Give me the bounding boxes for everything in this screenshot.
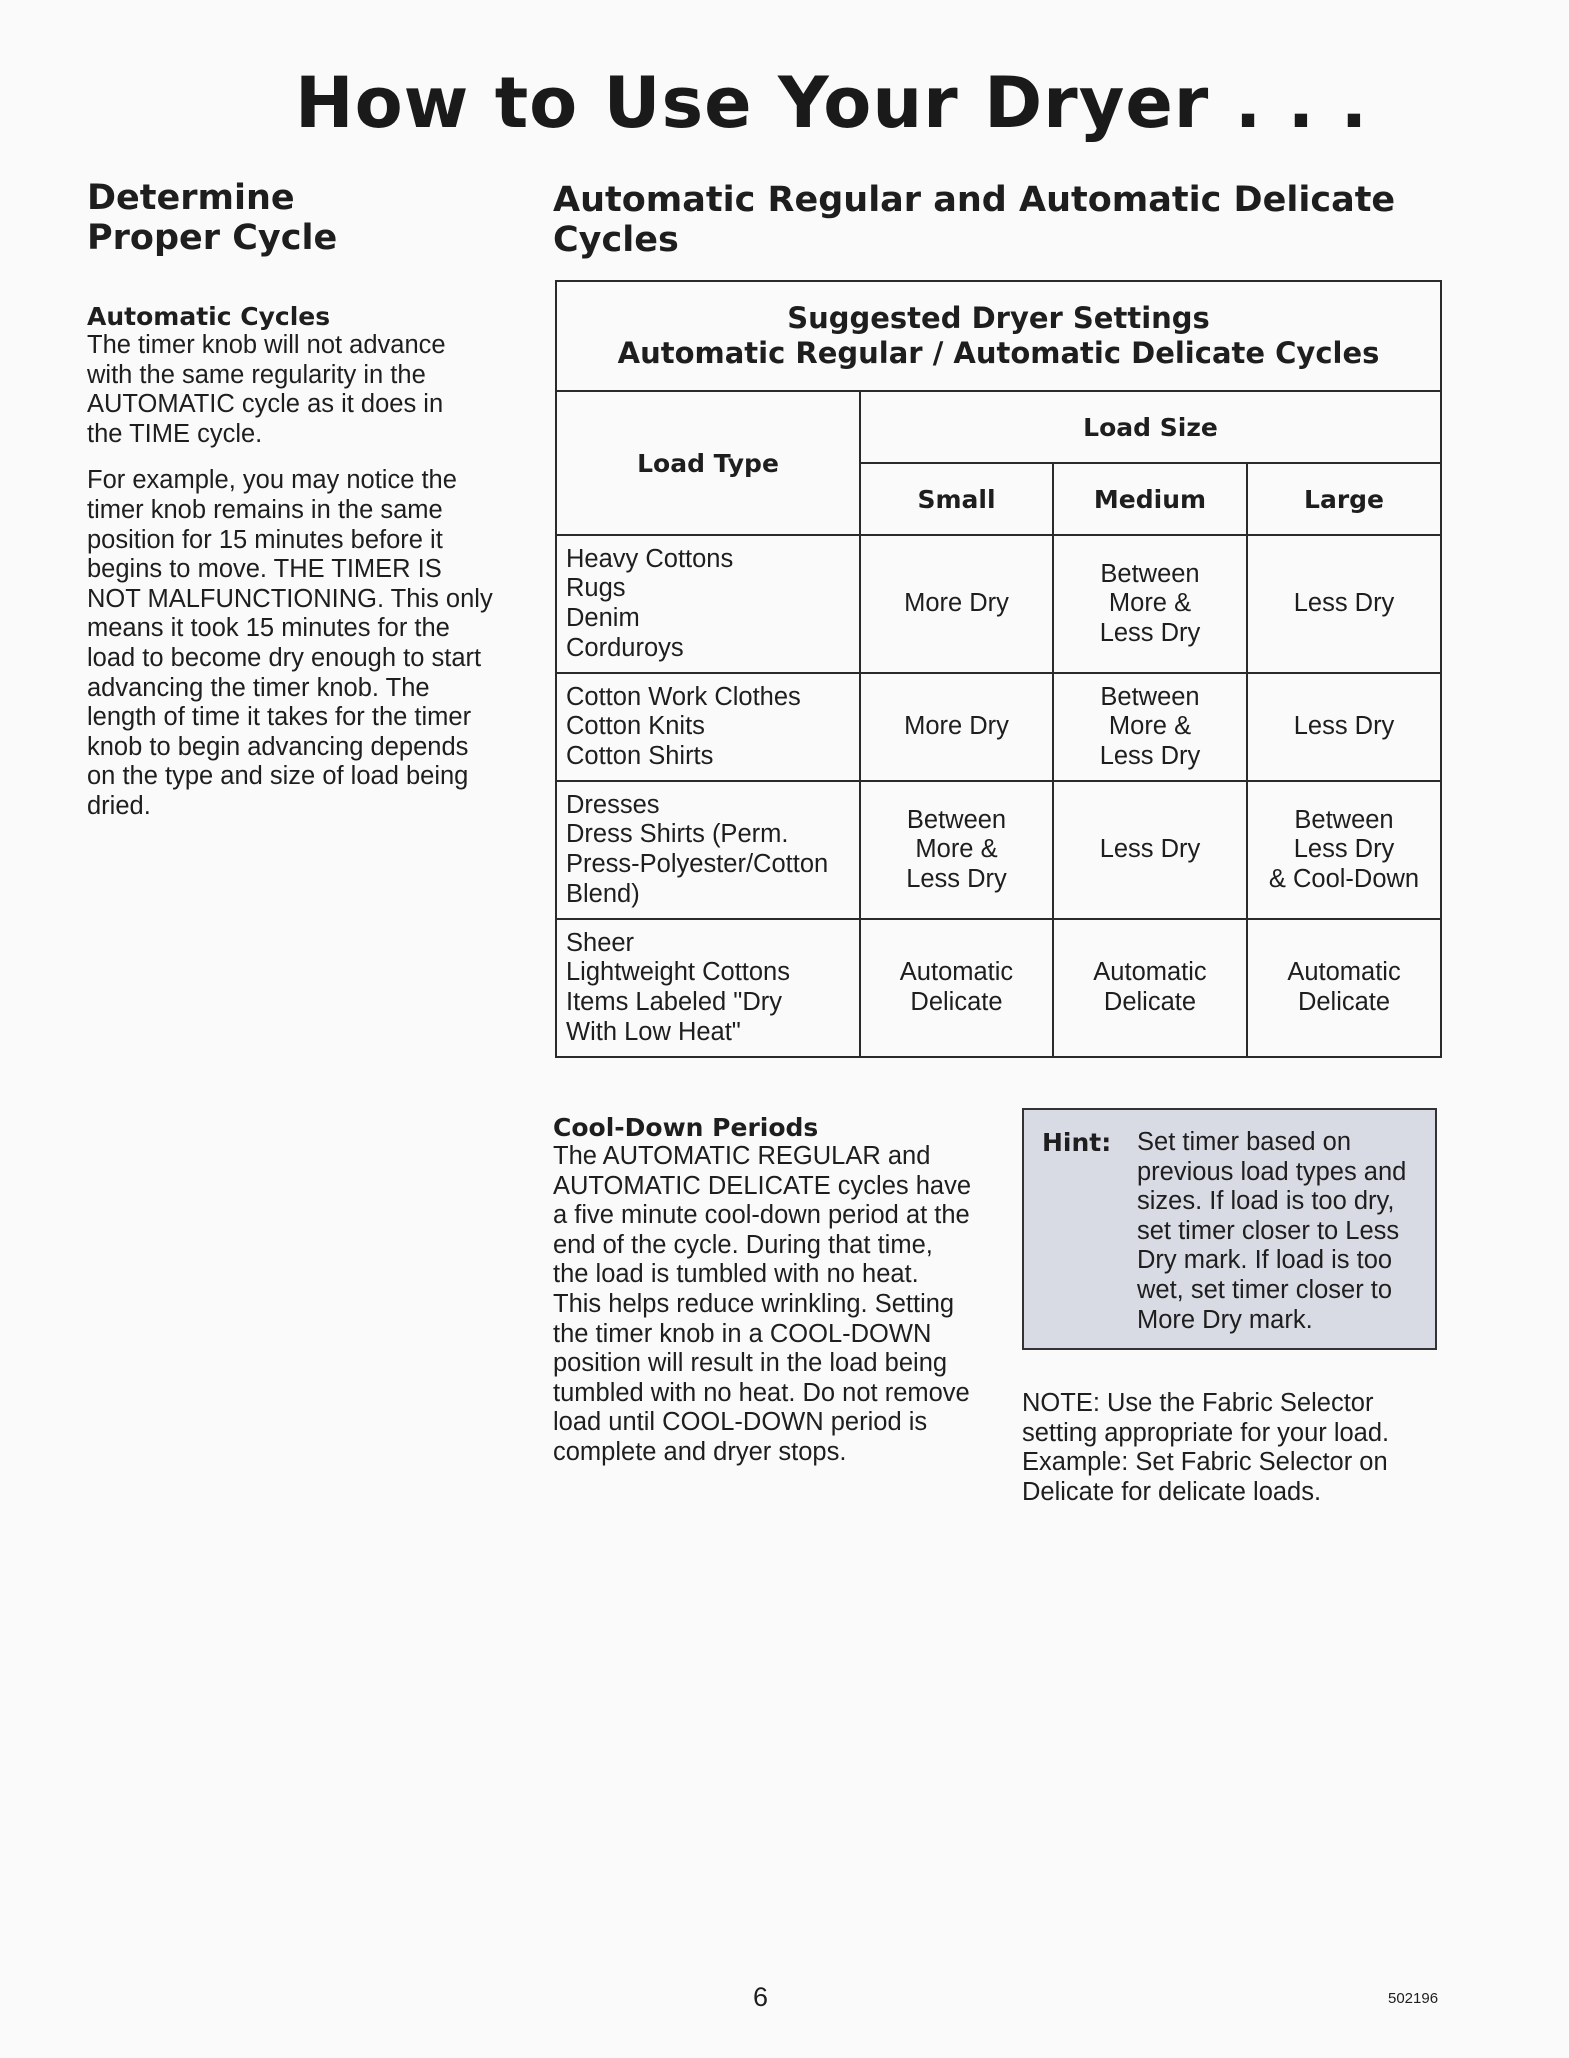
setting-line: Less Dry	[1099, 835, 1201, 864]
left-column	[87, 178, 507, 822]
load-type-line: Heavy Cottons	[566, 544, 734, 573]
setting-line: Automatic	[1093, 958, 1207, 987]
table-caption	[556, 281, 1441, 391]
load-type-line: Rugs	[566, 574, 626, 603]
setting-line: & Cool-Down	[1268, 864, 1420, 893]
setting-line: More &	[1108, 589, 1192, 618]
setting-line: Automatic	[899, 958, 1014, 987]
setting-medium	[1053, 781, 1247, 919]
dryer-settings-table	[555, 280, 1442, 1058]
setting-small	[860, 673, 1053, 781]
setting-line: Delicate	[1103, 988, 1197, 1016]
table-row	[556, 919, 1441, 1057]
setting-line: Automatic	[1287, 958, 1401, 987]
table-row	[556, 781, 1441, 919]
load-type-line: Dress Shirts (Perm.	[566, 820, 789, 849]
setting-line: Between	[1294, 805, 1394, 834]
section-heading-determine-cycle: Determine Proper Cycle	[87, 178, 338, 258]
paragraph-timer-example: For example, you may notice the timer knob remains in the same position for 15 minutes before it begins to move. THE TIMER IS NOT MALFUNCTIONING. This only means it took 15 minutes for the load to become dry enough to start advancing the timer knob. The length of time it takes for the timer knob to begin advancing depends on the type and size of load being dried.	[87, 466, 493, 820]
setting-large	[1247, 919, 1441, 1057]
load-type-line: Corduroys	[566, 633, 684, 662]
setting-line: More Dry	[904, 712, 1009, 741]
page-number: 6	[753, 1982, 769, 2012]
page-title: How to Use Your Dryer . . .	[295, 62, 1369, 144]
load-type-cell	[556, 535, 860, 673]
setting-line: Between	[1100, 682, 1200, 711]
load-type-line: Press-Polyester/Cotton	[566, 850, 829, 878]
load-type-cell	[556, 673, 860, 781]
table-row	[556, 673, 1441, 781]
paragraph-timer-regularity: The timer knob will not advance with the same regularity in the AUTOMATIC cycle as it does in the TIME cycle.	[87, 331, 446, 448]
load-type-line: Items Labeled "Dry	[566, 988, 782, 1016]
setting-line: More &	[915, 835, 998, 864]
setting-medium	[1053, 919, 1247, 1057]
document-code: 502196	[1388, 1990, 1439, 2007]
setting-line: Less Dry	[1293, 835, 1395, 864]
cooldown-heading: Cool-Down Periods	[553, 1113, 819, 1142]
load-type-line: Cotton Knits	[566, 712, 705, 741]
setting-small	[860, 919, 1053, 1057]
load-type-cell	[556, 919, 860, 1057]
setting-medium	[1053, 535, 1247, 673]
load-type-line: Lightweight Cottons	[566, 958, 790, 987]
load-size-header: Load Size	[860, 391, 1441, 463]
setting-line: Between	[906, 805, 1007, 834]
cooldown-section	[553, 1113, 973, 1468]
hint-text: Set timer based on previous load types and sizes. If load is too dry, set timer closer to Less Dry mark. If load is too wet, set timer closer to More Dry mark.	[1137, 1128, 1407, 1334]
load-type-line: Blend)	[566, 879, 640, 908]
load-type-line: Dresses	[566, 790, 660, 819]
setting-line: More Dry	[904, 589, 1009, 618]
hint-label: Hint:	[1042, 1128, 1112, 1157]
setting-line: Delicate	[910, 988, 1003, 1016]
hint-box	[1022, 1108, 1437, 1350]
load-type-line: With Low Heat"	[566, 1017, 741, 1046]
setting-line: Less Dry	[1293, 712, 1395, 741]
load-type-line: Cotton Work Clothes	[566, 682, 801, 711]
setting-line: Less Dry	[1099, 741, 1201, 770]
setting-line: Less Dry	[1293, 589, 1395, 618]
fabric-selector-note: NOTE: Use the Fabric Selector setting appropriate for your load. Example: Set Fabric Selector on Delicate for delicate loads.	[1022, 1389, 1390, 1506]
load-type-header: Load Type	[556, 391, 860, 535]
load-type-line: Sheer	[566, 928, 635, 957]
cooldown-text: The AUTOMATIC REGULAR and AUTOMATIC DELICATE cycles have a five minute cool-down period at the end of the cycle. During that time, the load is tumbled with no heat. This helps reduce wrinkling. Setting the timer knob in a COOL-DOWN position will result in the load being tumbled with no heat. Do not remove load until COOL-DOWN period is complete and dryer stops.	[553, 1142, 972, 1466]
size-header-large: Large	[1247, 463, 1441, 535]
setting-medium	[1053, 673, 1247, 781]
size-header-small: Small	[860, 463, 1053, 535]
table-caption-line1: Suggested Dryer Settings	[787, 301, 1210, 335]
setting-large	[1247, 535, 1441, 673]
setting-small	[860, 535, 1053, 673]
table-row	[556, 535, 1441, 673]
load-type-line: Cotton Shirts	[566, 741, 714, 770]
load-type-line: Denim	[566, 604, 640, 632]
subheading-automatic-cycles: Automatic Cycles	[87, 302, 331, 331]
size-header-medium: Medium	[1053, 463, 1247, 535]
section-heading-automatic-cycles: Automatic Regular and Automatic Delicate Cycles	[553, 180, 1396, 260]
setting-line: Less Dry	[906, 864, 1007, 893]
setting-line: Delicate	[1297, 988, 1391, 1016]
load-type-cell	[556, 781, 860, 919]
setting-line: Between	[1100, 559, 1200, 588]
setting-line: More &	[1108, 712, 1192, 741]
setting-large	[1247, 673, 1441, 781]
table-caption-line2: Automatic Regular / Automatic Delicate Cycles	[617, 336, 1380, 370]
setting-small	[860, 781, 1053, 919]
setting-large	[1247, 781, 1441, 919]
setting-line: Less Dry	[1099, 618, 1201, 647]
